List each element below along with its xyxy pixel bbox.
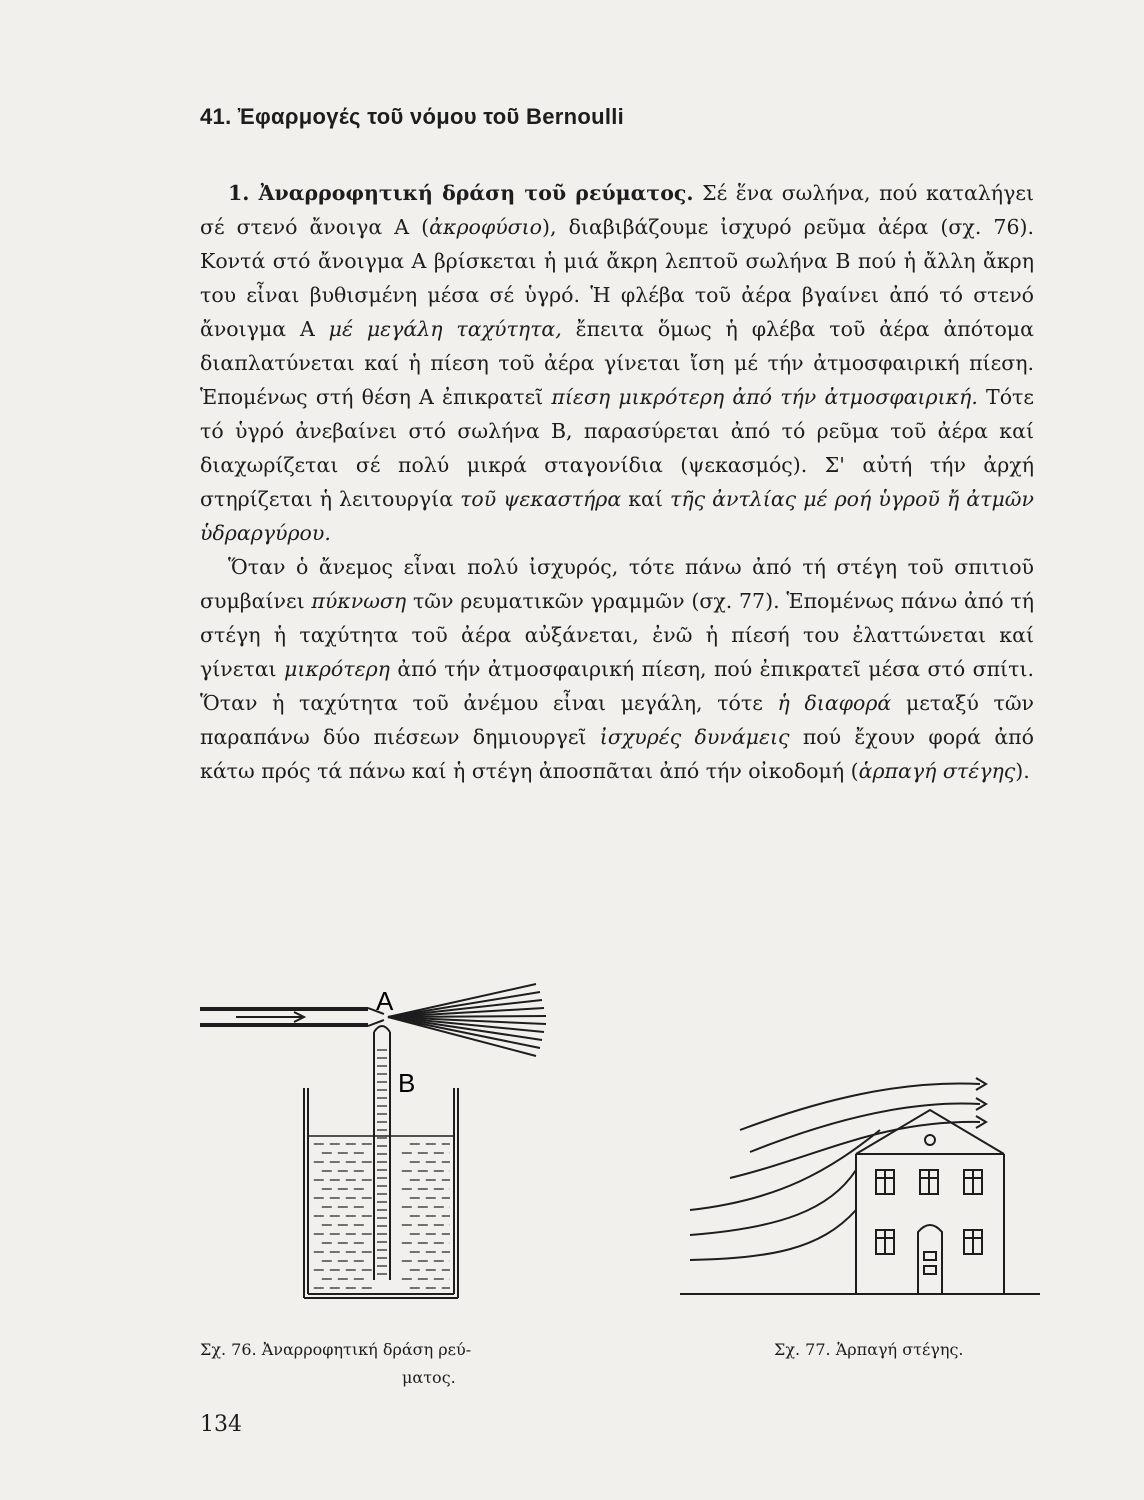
italic-segment: ἡ διαφορά (777, 691, 892, 715)
italic-segment: τῆς ἀντλίας μέ ροή ὑγροῦ ἤ ἀτμῶν ὑδραργύρου. (200, 487, 1034, 545)
label-a: A (376, 986, 394, 1016)
figure-76-caption-line1: Σχ. 76. Ἀναρροφητική δράση ρεύ- (200, 1340, 472, 1359)
section-heading: 41. Ἐφαρμογές τοῦ νόμου τοῦ Bernoulli (200, 104, 625, 129)
paragraph-2 (200, 550, 1034, 788)
text-segment: πού ἔχουν φορά ἀπό κάτω πρός τά πάνω καί ἡ στέγη ἀποσπᾶται ἀπό τήν οἰκοδομή ( (200, 725, 1034, 783)
italic-segment: ἁρπαγή στέγης (858, 759, 1016, 783)
figure-77-roof-diagram (680, 1060, 1040, 1310)
italic-segment: πίεση μικρότερη ἀπό τήν ἀτμοσφαιρική. (551, 385, 978, 409)
italic-segment: πύκνωση (311, 589, 407, 613)
text-segment: Σέ ἕνα σωλήνα, πού καταλήγει σέ στενό ἄνοιγα Α ( (200, 181, 1034, 239)
body-text (200, 176, 1034, 788)
figure-76-caption-line2: ματος. (402, 1368, 456, 1387)
text-segment: μεταξύ τῶν παραπάνω δύο πιέσεων δημιουργεῖ (200, 691, 1034, 749)
text-segment: ), διαβιβάζουμε ἰσχυρό ρεῦμα ἀέρα (σχ. 76). Κοντά στό ἄνοιγμα Α βρίσκεται ἡ μιά ἄκρη λεπτοῦ σωλήνα Β πού ἡ ἄλλη ἄκρη του εἶναι βυθισμένη μέσα σέ ὑγρό. Ἡ φλέβα τοῦ ἀέρα βγαίνει ἀπό τό στενό ἄνοιγμα Α (200, 215, 1034, 341)
text-segment: ). (1015, 759, 1030, 783)
italic-segment: ἀκροφύσιο (429, 215, 543, 239)
figure-76-caption (200, 1336, 560, 1392)
text-segment: ἔπειτα ὅμως ἡ φλέβα τοῦ ἀέρα ἀπότομα διαπλατύνεται καί ἡ πίεση τοῦ ἀέρα γίνεται ἴση μέ τήν ἀτμοσφαιρική πίεση. Ἑπομένως στή θέση Α ἐπικρατεῖ (200, 317, 1034, 409)
figure-76-atomizer-diagram (196, 980, 576, 1310)
text-segment: ἀπό τήν ἀτμοσφαιρική πίεση, πού ἐπικρατεῖ μέσα στό σπίτι. Ὅταν ἡ ταχύτητα τοῦ ἀνέμου εἶναι μεγάλη, τότε (200, 657, 1034, 715)
page-number: 134 (200, 1412, 242, 1437)
paragraph-1 (200, 176, 1034, 550)
italic-segment: τοῦ ψεκαστήρα (460, 487, 622, 511)
text-segment: Ὅταν ὁ ἄνεμος εἶναι πολύ ἰσχυρός, τότε πάνω ἀπό τή στέγη τοῦ σπιτιοῦ συμβαίνει (200, 555, 1034, 613)
italic-segment: μικρότερη (284, 657, 390, 681)
figure-77-caption: Σχ. 77. Ἁρπαγή στέγης. (774, 1340, 964, 1359)
text-segment: τῶν ρευματικῶν γραμμῶν (σχ. 77). Ἑπομένως πάνω ἀπό τή στέγη ἡ ταχύτητα τοῦ ἀέρα αὐξάνεται, ἐνῶ ἡ πίεσή του ἐλαττώνεται καί γίνεται (200, 589, 1034, 681)
text-segment: Τότε τό ὑγρό ἀνεβαίνει στό σωλήνα Β, παρασύρεται ἀπό τό ρεῦμα τοῦ ἀέρα καί διαχωρίζεται σέ πολύ μικρά σταγονίδια (ψεκασμός). Σ' αὐτή τήν ἀρχή στηρίζεται ἡ λειτουργία (200, 385, 1035, 511)
paragraph-1-lead: 1. Ἀναρροφητική δράση τοῦ ρεύματος. (228, 181, 694, 205)
italic-segment: μέ μεγάλη ταχύτητα, (328, 317, 562, 341)
italic-segment: ἰσχυρές δυνάμεις (599, 725, 790, 749)
label-b: B (398, 1068, 416, 1098)
text-segment: καί (621, 487, 670, 511)
